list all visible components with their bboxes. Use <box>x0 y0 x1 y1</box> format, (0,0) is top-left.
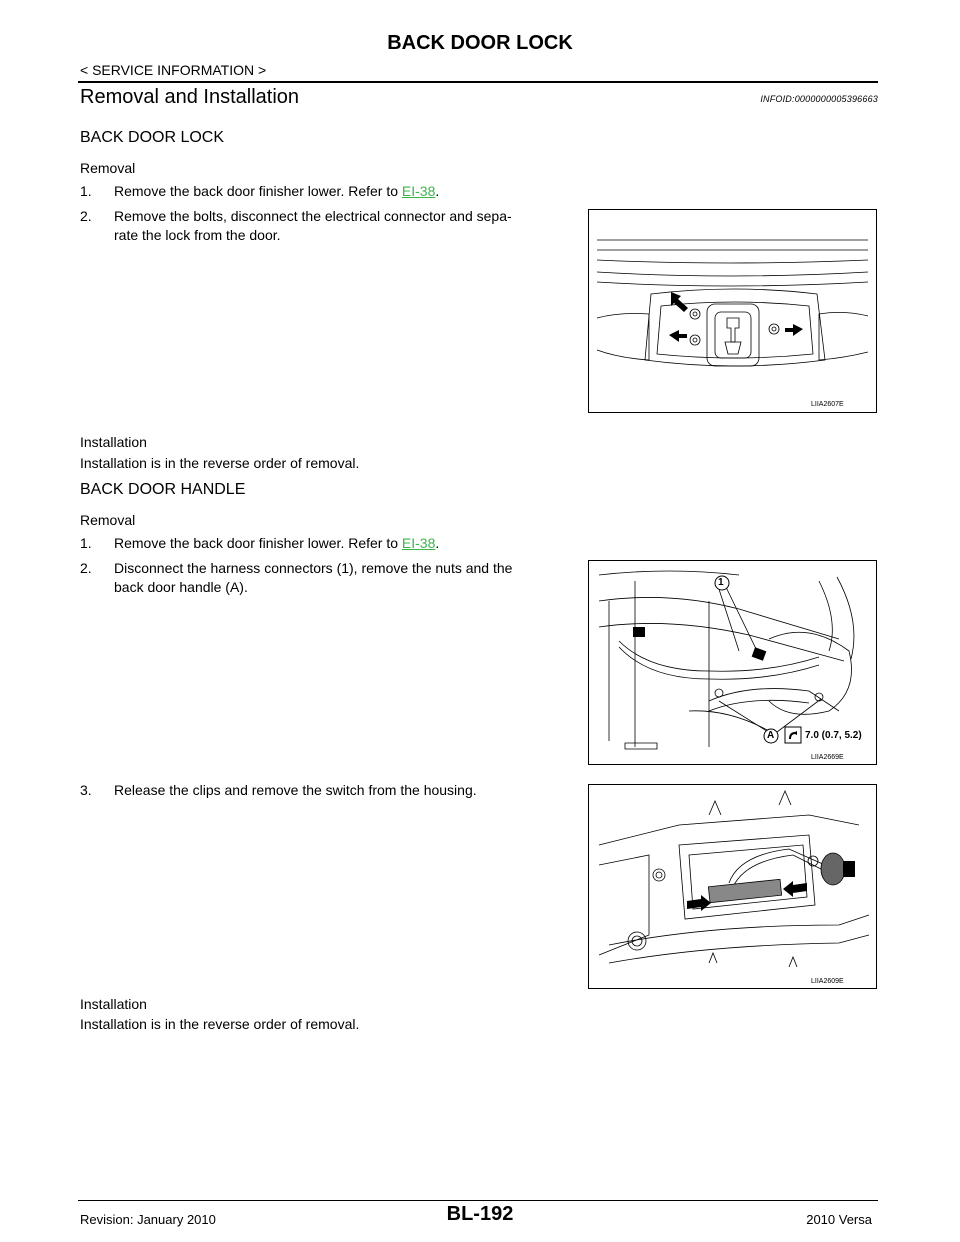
lock-step-1-number: 1. <box>80 183 92 199</box>
lock-illustration <box>589 210 876 412</box>
header-rule <box>78 81 878 83</box>
handle-figure-id: LIIA2669E <box>811 754 844 761</box>
model-year: 2010 Versa <box>806 1212 872 1227</box>
handle-step-3 <box>80 781 580 800</box>
handle-callout-a: A <box>767 730 775 741</box>
lock-installation-text: Installation is in the reverse order of removal. <box>80 455 360 471</box>
page-title: BACK DOOR LOCK <box>387 32 573 54</box>
lock-installation-label: Installation <box>80 434 147 450</box>
lock-figure-id: LIIA2607E <box>811 401 844 408</box>
handle-step-2-line2: back door handle (A). <box>114 579 248 595</box>
handle-figure <box>588 560 877 765</box>
handle-step-2 <box>80 559 580 597</box>
handle-step-1-number: 1. <box>80 535 92 551</box>
lock-removal-label: Removal <box>80 160 136 176</box>
handle-step-1-text: Remove the back door finisher lower. Refer to <box>114 535 402 551</box>
page-number: BL-192 <box>446 1203 514 1225</box>
lock-step-1-end: . <box>435 183 440 199</box>
switch-figure <box>588 784 877 989</box>
lock-heading: BACK DOOR LOCK <box>80 129 225 146</box>
lock-step-2 <box>80 207 580 245</box>
handle-step-1 <box>80 534 580 553</box>
lock-ei38-link[interactable]: EI-38 <box>401 183 436 199</box>
lock-step-2-line1: Remove the bolts, disconnect the electrical connector and sepa- <box>114 208 512 224</box>
section-title: Removal and Installation <box>80 86 300 108</box>
breadcrumb: < SERVICE INFORMATION > <box>80 62 267 78</box>
lock-step-2-line2: rate the lock from the door. <box>114 227 281 243</box>
lock-figure <box>588 209 877 413</box>
torque-icon <box>787 729 799 741</box>
handle-removal-label: Removal <box>80 512 136 528</box>
handle-installation-text: Installation is in the reverse order of removal. <box>80 1016 360 1032</box>
revision-date: Revision: January 2010 <box>80 1212 216 1227</box>
handle-ei38-link[interactable]: EI-38 <box>401 535 436 551</box>
torque-value: 7.0 (0.7, 5.2) <box>805 730 862 741</box>
switch-illustration <box>589 785 876 988</box>
lock-step-1-text: Remove the back door finisher lower. Refer to <box>114 183 402 199</box>
lock-step-1 <box>80 182 580 201</box>
info-id: INFOID:0000000005396663 <box>760 94 878 104</box>
handle-step-3-text: Release the clips and remove the switch from the housing. <box>114 782 477 798</box>
handle-installation-label: Installation <box>80 996 147 1012</box>
footer-rule <box>78 1200 878 1201</box>
switch-figure-id: LIIA2609E <box>811 978 844 985</box>
handle-step-2-line1: Disconnect the harness connectors (1), remove the nuts and the <box>114 560 513 576</box>
handle-step-2-number: 2. <box>80 560 92 576</box>
handle-heading: BACK DOOR HANDLE <box>80 481 246 498</box>
handle-step-3-number: 3. <box>80 782 92 798</box>
handle-callout-1: 1 <box>718 577 724 588</box>
handle-step-1-end: . <box>435 535 440 551</box>
lock-step-2-number: 2. <box>80 208 92 224</box>
